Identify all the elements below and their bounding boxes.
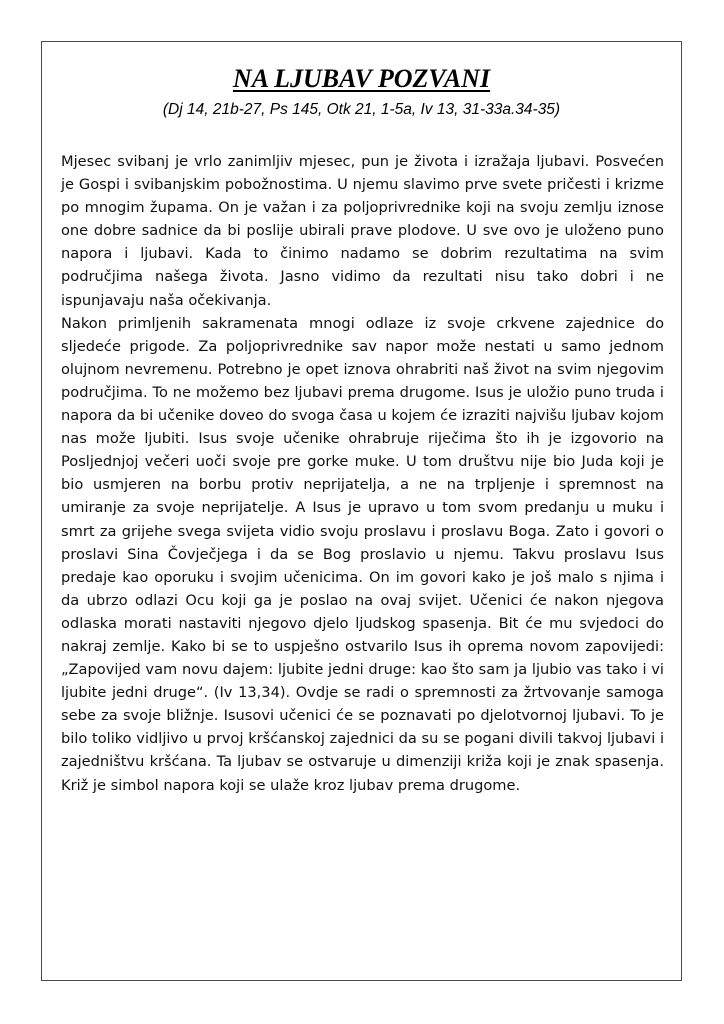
document-body [61, 150, 664, 797]
paragraph-2: Nakon primljenih sakramenata mnogi odlaze iz svoje crkvene zajednice do sljedeće prigode. Za poljoprivrednike sav napor može nestati u samo jednom olujnom nevremenu. Potrebno je opet iznova ohrabriti naš život na svim njegovim područjima. To ne možemo bez ljubavi prema drugome. Isus je uložio puno truda i napora da bi učenike doveo do svoga časa u kojem će izraziti najvišu ljubav kojom nas može ljubiti. Isus svoje učenike ohrabruje riječima što ih je izgovorio na Posljednjoj večeri uoči svoje pre gorke muke. U tom društvu nije bio Juda koji je bio usmjeren na borbu protiv neprijatelja, a ne na trpljenje i spremnost na umiranje za svoje neprijatelje. A Isus je upravo u tom svom predanju u muku i smrt za grijehe svega svijeta vidio svoju proslavu i proslavu Boga. Zato i govori o proslavi Sina Čovječjega i da se Bog proslavio u njemu. Takvu proslavu Isus predaje kao oporuku i svojim učenicima. On im govori kako je još malo s njima i da ubrzo odlazi Ocu koji ga je poslao na ovaj svijet. Učenici će nakon njegova odlaska morati nastaviti njegovo djelo ljudskog spasenja. Bit će mu svjedoci do nakraj zemlje. Kako bi se to uspješno ostvarilo Isus ih oprema novom zapovijedi: „Zapovijed vam novu dajem: ljubite jedni druge: kao što sam ja ljubio vas tako i vi ljubite jedni druge“. (Iv 13,34). Ovdje se radi o spremnosti za žrtvovanje samoga sebe za svoje bližnje. Isusovi učenici će se poznavati po djelotvornoj ljubavi. To je bilo toliko vidljivo u prvoj kršćanskoj zajednici da su se pogani divili takvoj ljubavi i zajedništvu kršćana. Ta ljubav se ostvaruje u dimenziji križa koji je znak spasenja. Križ je simbol napora koji se ulaže kroz ljubav prema drugome. [61, 314, 664, 794]
scripture-references: (Dj 14, 21b-27, Ps 145, Otk 21, 1-5a, Iv 13, 31-33a.34-35) [162, 101, 561, 118]
paragraph-1: Mjesec svibanj je vrlo zanimljiv mjesec, pun je života i izražaja ljubavi. Posvećen je Gospi i svibanjskim pobožnostima. U njemu slavimo prve svete pričesti i krizme po mnogim župama. On je važan i za poljoprivrednike koji na svoju zemlju iznose one dobre sadnice da bi poslije ubirali prave plodove. U sve ovo je uloženo puno napora i ljubavi. Kada to činimo nadamo se dobrim rezultatima na svim područjima našega života. Jasno vidimo da rezultati nisu tako dobri i ne ispunjavaju naša očekivanja. [61, 153, 664, 309]
page-border-frame [41, 41, 682, 981]
document-title: NA LJUBAV POZVANI [232, 64, 491, 93]
